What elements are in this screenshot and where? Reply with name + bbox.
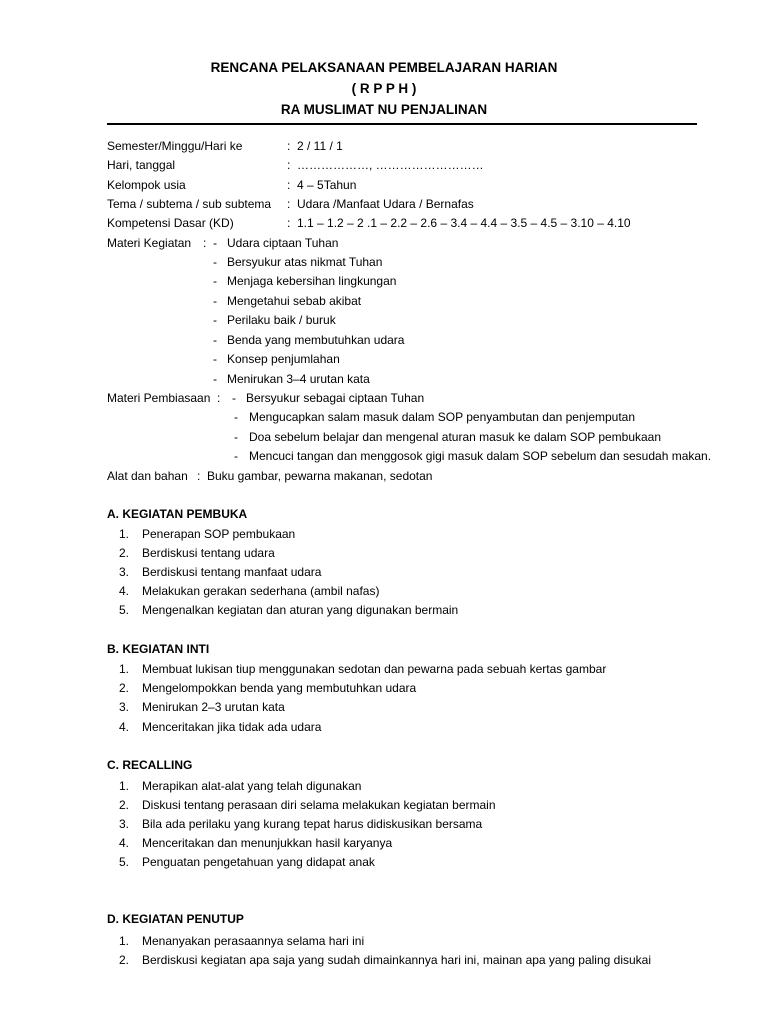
list-number: 1. [119, 662, 130, 676]
list-item: Membuat lukisan tiup menggunakan sedotan dan pewarna pada sebuah kertas gambar [142, 662, 607, 676]
list-number: 2. [119, 953, 130, 967]
list-item: Melakukan gerakan sederhana (ambil nafas) [142, 584, 380, 598]
list-number: 5. [119, 603, 130, 617]
info-sep: : [287, 197, 291, 211]
list-item: Mengenalkan kegiatan dan aturan yang digunakan bermain [142, 603, 459, 617]
list-item: Menirukan 2–3 urutan kata [142, 700, 285, 714]
list-item: Doa sebelum belajar dan mengenal aturan masuk ke dalam SOP pembukaan [249, 430, 662, 444]
list-item: Menanyakan perasaannya selama hari ini [142, 934, 365, 948]
info-sep: : [287, 178, 291, 192]
document-subtitle: ( R P P H ) [351, 81, 417, 96]
list-item: Penguatan pengetahuan yang didapat anak [142, 855, 375, 869]
info-label: Kompetensi Dasar (KD) [107, 216, 234, 230]
list-number: 2. [119, 798, 130, 812]
list-item: Udara ciptaan Tuhan [227, 236, 339, 250]
list-item: Benda yang membutuhkan udara [227, 333, 405, 347]
bullet-dash: - [213, 255, 217, 269]
materi-pembiasaan-label: Materi Pembiasaan [107, 391, 211, 405]
list-item: Merapikan alat-alat yang telah digunakan [142, 779, 362, 793]
list-number: 2. [119, 546, 130, 560]
list-item: Mencuci tangan dan menggosok gigi masuk dalam SOP sebelum dan sesudah makan. [249, 449, 712, 463]
list-item: Menjaga kebersihan lingkungan [227, 274, 397, 288]
info-sep: : [197, 469, 201, 483]
section-heading: B. KEGIATAN INTI [107, 642, 210, 656]
bullet-dash: - [213, 333, 217, 347]
materi-kegiatan-sep: : [203, 236, 207, 250]
list-number: 1. [119, 779, 130, 793]
list-item: Bersyukur sebagai ciptaan Tuhan [246, 391, 425, 405]
info-sep: : [287, 139, 291, 153]
info-value: ………………, ……………………… [297, 158, 484, 172]
list-item: Menceritakan dan menunjukkan hasil karyanya [142, 836, 393, 850]
list-item: Penerapan SOP pembukaan [142, 527, 296, 541]
materi-kegiatan-label: Materi Kegiatan [107, 236, 192, 250]
school-name: RA MUSLIMAT NU PENJALINAN [280, 102, 488, 117]
list-item: Bersyukur atas nikmat Tuhan [227, 255, 383, 269]
list-item: Mengucapkan salam masuk dalam SOP penyambutan dan penjemputan [249, 410, 636, 424]
bullet-dash: - [213, 274, 217, 288]
bullet-dash: - [232, 391, 236, 405]
materi-pembiasaan-sep: : [217, 391, 221, 405]
list-item: Menirukan 3–4 urutan kata [227, 372, 370, 386]
bullet-dash: - [213, 313, 217, 327]
list-item: Berdiskusi kegiatan apa saja yang sudah dimainkannya hari ini, mainan apa yang paling disukai [142, 953, 651, 967]
bullet-dash: - [213, 236, 217, 250]
info-label: Alat dan bahan [107, 469, 188, 483]
info-value: 2 / 11 / 1 [297, 139, 343, 153]
list-item: Diskusi tentang perasaan diri selama melakukan kegiatan bermain [142, 798, 496, 812]
list-number: 2. [119, 681, 130, 695]
section-heading: A. KEGIATAN PEMBUKA [107, 507, 248, 521]
bullet-dash: - [213, 372, 217, 386]
bullet-dash: - [213, 294, 217, 308]
info-label: Tema / subtema / sub subtema [107, 197, 272, 211]
list-item: Mengetahui sebab akibat [227, 294, 362, 308]
info-value: Buku gambar, pewarna makanan, sedotan [207, 469, 433, 483]
list-number: 3. [119, 565, 130, 579]
info-value: 4 – 5Tahun [297, 178, 357, 192]
bullet-dash: - [234, 449, 238, 463]
bullet-dash: - [213, 352, 217, 366]
section-heading: D. KEGIATAN PENUTUP [107, 912, 244, 926]
list-item: Berdiskusi tentang udara [142, 546, 275, 560]
list-item: Berdiskusi tentang manfaat udara [142, 565, 322, 579]
info-sep: : [287, 216, 291, 230]
bullet-dash: - [234, 430, 238, 444]
list-number: 1. [119, 527, 130, 541]
list-number: 4. [119, 584, 130, 598]
list-item: Bila ada perilaku yang kurang tepat harus didiskusikan bersama [142, 817, 483, 831]
bullet-dash: - [234, 410, 238, 424]
list-number: 3. [119, 700, 130, 714]
list-item: Menceritakan jika tidak ada udara [142, 720, 322, 734]
section-heading: C. RECALLING [107, 758, 193, 772]
info-value: Udara /Manfaat Udara / Bernafas [297, 197, 474, 211]
info-sep: : [287, 158, 291, 172]
document-title: RENCANA PELAKSANAAN PEMBELAJARAN HARIAN [210, 60, 558, 75]
info-label: Kelompok usia [107, 178, 186, 192]
list-number: 4. [119, 720, 130, 734]
list-item: Perilaku baik / buruk [227, 313, 336, 327]
header-divider [107, 123, 697, 125]
list-item: Mengelompokkan benda yang membutuhkan udara [142, 681, 417, 695]
list-number: 3. [119, 817, 130, 831]
list-item: Konsep penjumlahan [227, 352, 340, 366]
list-number: 5. [119, 855, 130, 869]
info-label: Semester/Minggu/Hari ke [107, 139, 243, 153]
info-value: 1.1 – 1.2 – 2 .1 – 2.2 – 2.6 – 3.4 – 4.4 – 3.5 – 4.5 – 3.10 – 4.10 [297, 216, 631, 230]
list-number: 1. [119, 934, 130, 948]
info-label: Hari, tanggal [107, 158, 176, 172]
list-number: 4. [119, 836, 130, 850]
